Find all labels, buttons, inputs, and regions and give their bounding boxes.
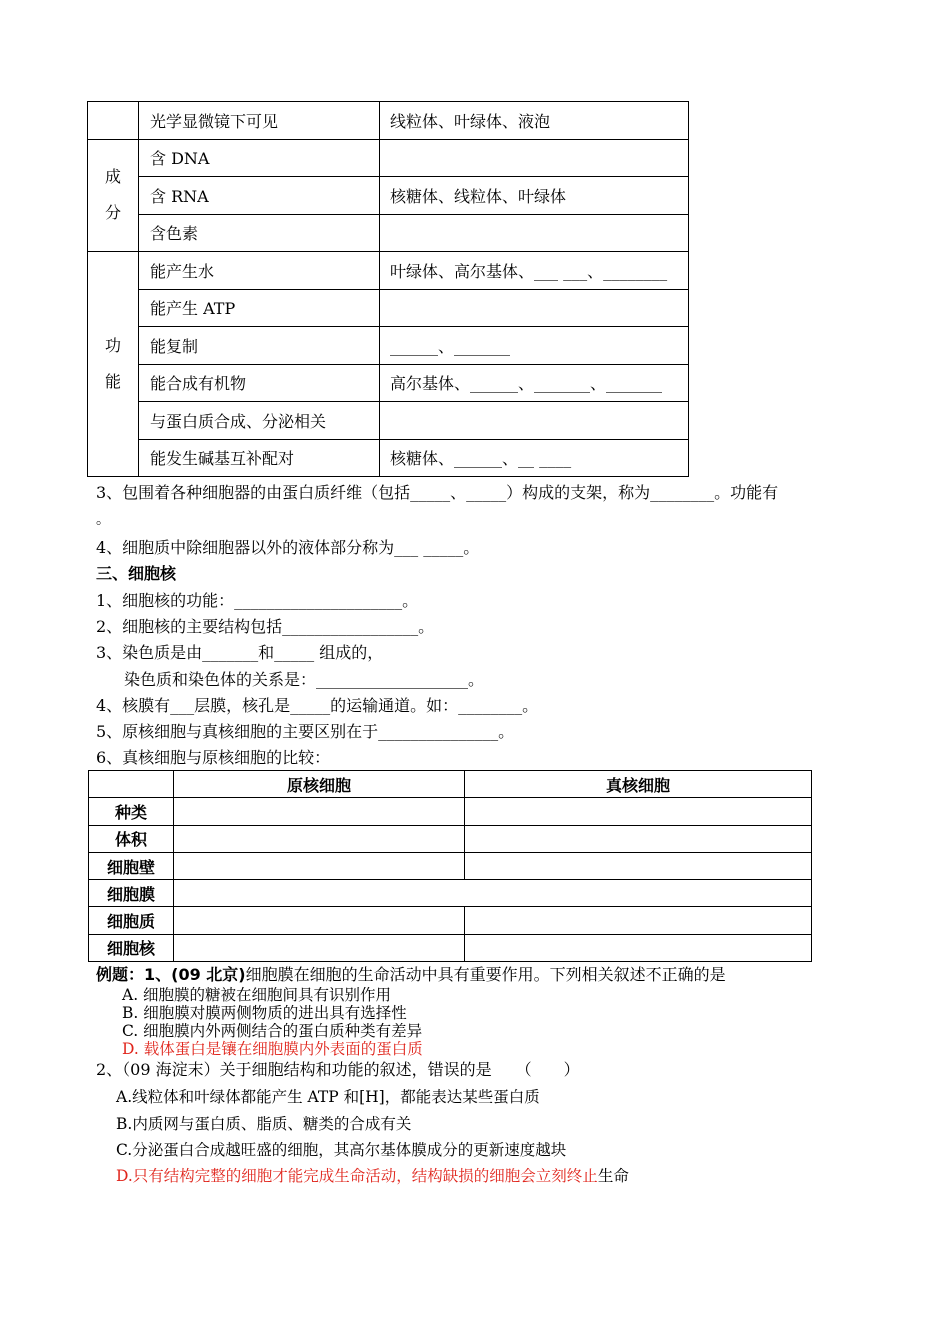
table-cell bbox=[174, 907, 465, 934]
cell-comparison-table bbox=[88, 770, 812, 962]
table-cell: 能合成有机物 bbox=[139, 364, 380, 402]
table-header-eukaryote: 真核细胞 bbox=[465, 771, 812, 798]
table-cell: 能复制 bbox=[139, 327, 380, 365]
table-cell bbox=[380, 289, 689, 327]
example-1-option-d: D. 载体蛋白是镶在细胞膜内外表面的蛋白质 bbox=[122, 1040, 423, 1058]
organelle-table bbox=[87, 101, 689, 477]
table-cell bbox=[174, 852, 465, 879]
table-row bbox=[88, 402, 689, 440]
table-cell bbox=[465, 852, 812, 879]
table-cell: 高尔基体、______、_______、_______ bbox=[380, 364, 689, 402]
nucleus-q4: 4、核膜有___层膜，核孔是_____的运输通道。如：________。 bbox=[96, 696, 539, 715]
row-label: 细胞核 bbox=[89, 934, 174, 961]
example-1-text: 细胞膜在细胞的生命活动中具有重要作用。下列相关叙述不正确的是 bbox=[245, 965, 726, 984]
row-label: 细胞膜 bbox=[89, 880, 174, 907]
table-row bbox=[88, 364, 689, 402]
table-row bbox=[89, 798, 812, 825]
table-cell bbox=[174, 798, 465, 825]
table-cell bbox=[174, 825, 465, 852]
table-cell: 核糖体、线粒体、叶绿体 bbox=[380, 177, 689, 215]
table-cell: ______、_______ bbox=[380, 327, 689, 365]
table-row bbox=[88, 214, 689, 252]
question-3-line: 3、包围着各种细胞器的由蛋白质纤维（包括_____、_____）构成的支架，称为________。功能有 bbox=[96, 483, 779, 502]
table-cell bbox=[380, 139, 689, 177]
example-2-option-a: A.线粒体和叶绿体都能产生 ATP 和[H]，都能表达某些蛋白质 bbox=[116, 1088, 540, 1106]
table-cell bbox=[88, 102, 139, 140]
table-row bbox=[89, 934, 812, 961]
example-2-option-d-tail: 生命 bbox=[597, 1167, 629, 1185]
example-1-lead: 例题：1、(09 北京) bbox=[96, 965, 246, 984]
table-row bbox=[89, 852, 812, 879]
question-3-continuation: 。 bbox=[96, 512, 110, 528]
table-cell bbox=[465, 934, 812, 961]
nucleus-q3: 3、染色质是由_______和_____ 组成的， bbox=[96, 643, 384, 662]
table-cell: 能产生水 bbox=[139, 252, 380, 290]
table-row bbox=[89, 825, 812, 852]
nucleus-q6: 6、真核细胞与原核细胞的比较： bbox=[96, 748, 331, 767]
row-label: 细胞质 bbox=[89, 907, 174, 934]
example-2-option-d bbox=[116, 1164, 629, 1186]
nucleus-q1: 1、细胞核的功能：_____________________。 bbox=[96, 591, 419, 610]
table-cell bbox=[465, 798, 812, 825]
example-2-option-c: C.分泌蛋白合成越旺盛的细胞，其高尔基体膜成分的更新速度越块 bbox=[116, 1141, 567, 1159]
nucleus-q2: 2、细胞核的主要结构包括_________________。 bbox=[96, 617, 435, 636]
table-row bbox=[88, 102, 689, 140]
table-cell: 能发生碱基互补配对 bbox=[139, 439, 380, 477]
example-2-stem: 2、（09 海淀末）关于细胞结构和功能的叙述，错误的是 （ ） bbox=[96, 1060, 580, 1079]
table-cell: 含 RNA bbox=[139, 177, 380, 215]
table-cell bbox=[174, 934, 465, 961]
nucleus-q5: 5、原核细胞与真核细胞的主要区别在于_______________。 bbox=[96, 722, 515, 741]
table-cell: 线粒体、叶绿体、液泡 bbox=[380, 102, 689, 140]
table-row bbox=[88, 327, 689, 365]
table-cell: 叶绿体、高尔基体、___ ___、________ bbox=[380, 252, 689, 290]
table-cell bbox=[465, 825, 812, 852]
table-row bbox=[89, 880, 812, 907]
table-row bbox=[89, 771, 812, 798]
example-1-stem bbox=[96, 962, 726, 985]
question-4-line: 4、细胞质中除细胞器以外的液体部分称为___ _____。 bbox=[96, 538, 480, 557]
table-row bbox=[88, 139, 689, 177]
table-cell bbox=[465, 907, 812, 934]
example-2-option-b: B.内质网与蛋白质、脂质、糖类的合成有关 bbox=[116, 1115, 412, 1133]
table-row bbox=[88, 177, 689, 215]
table-cell: 光学显微镜下可见 bbox=[139, 102, 380, 140]
table-row bbox=[88, 289, 689, 327]
table-cell bbox=[380, 402, 689, 440]
row-label: 体积 bbox=[89, 825, 174, 852]
table-header-prokaryote: 原核细胞 bbox=[174, 771, 465, 798]
table-cell: 能产生 ATP bbox=[139, 289, 380, 327]
section-heading-nucleus: 三、细胞核 bbox=[96, 564, 177, 583]
table-header-cell bbox=[89, 771, 174, 798]
table-row bbox=[88, 252, 689, 290]
row-label: 种类 bbox=[89, 798, 174, 825]
table-cell: 含色素 bbox=[139, 214, 380, 252]
group-label-function: 功 能 bbox=[88, 252, 139, 477]
table-cell: 含 DNA bbox=[139, 139, 380, 177]
example-1-option-b: B. 细胞膜对膜两侧物质的进出具有选择性 bbox=[122, 1004, 407, 1022]
table-cell: 与蛋白质合成、分泌相关 bbox=[139, 402, 380, 440]
nucleus-q3-sub: 染色质和染色体的关系是：___________________。 bbox=[124, 670, 485, 689]
row-label: 细胞壁 bbox=[89, 852, 174, 879]
group-label-composition: 成 分 bbox=[88, 139, 139, 252]
table-row bbox=[88, 439, 689, 477]
example-2-option-d-answer: D.只有结构完整的细胞才能完成生命活动，结构缺损的细胞会立刻终止 bbox=[116, 1167, 598, 1185]
example-1-option-a: A. 细胞膜的糖被在细胞间具有识别作用 bbox=[122, 986, 392, 1004]
table-row bbox=[89, 907, 812, 934]
table-cell bbox=[380, 214, 689, 252]
table-cell: 核糖体、______、__ ____ bbox=[380, 439, 689, 477]
example-1-option-c: C. 细胞膜内外两侧结合的蛋白质种类有差异 bbox=[122, 1022, 423, 1040]
table-cell-merged bbox=[174, 880, 812, 907]
